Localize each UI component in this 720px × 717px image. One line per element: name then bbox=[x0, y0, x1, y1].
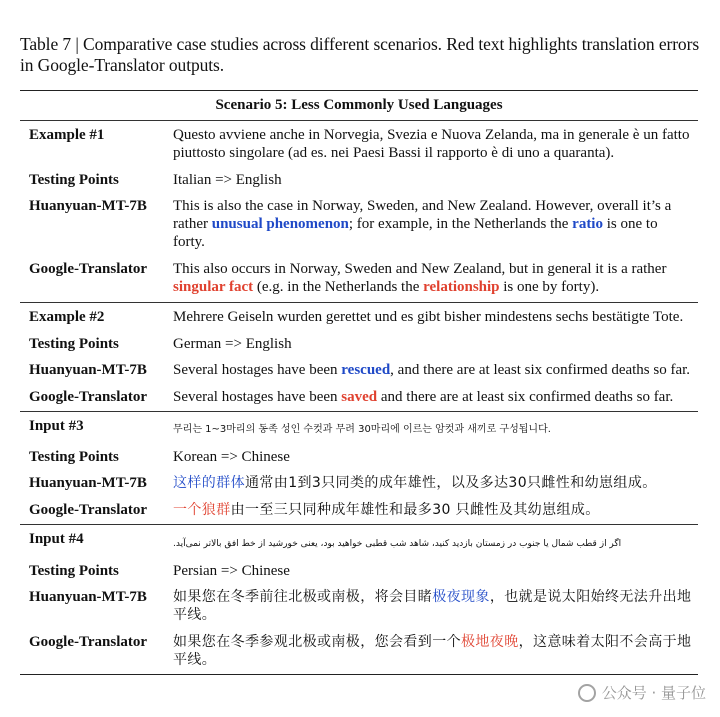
table-row bbox=[20, 303, 698, 326]
text-segment: Several hostages have been bbox=[173, 389, 342, 405]
text-segment: , and there are at least six confirmed deaths so far. bbox=[390, 362, 691, 378]
text-segment: This also occurs in Norway, Sweden and New Zealand, but in general it is a rather bbox=[173, 261, 667, 277]
row-label: Google-Translator bbox=[29, 634, 148, 650]
table-row bbox=[20, 379, 698, 411]
watermark-text: 公众号 · 量子位 bbox=[601, 684, 706, 702]
bottom-rule bbox=[20, 674, 698, 675]
table-row bbox=[20, 439, 698, 466]
text-segment: ，也就是说太阳始终无法升出地平线。 bbox=[173, 589, 692, 623]
testing-points: Persian => Chinese bbox=[173, 563, 290, 579]
row-label: Google-Translator bbox=[29, 261, 148, 277]
table-row bbox=[20, 580, 698, 624]
row-label: Huanyuan-MT-7B bbox=[29, 362, 147, 378]
row-label: Huanyuan-MT-7B bbox=[29, 198, 147, 214]
text-segment: 如果您在冬季前往北极或南极，将会目睹 bbox=[173, 589, 433, 605]
highlight-correct: ratio bbox=[572, 216, 603, 232]
table-row bbox=[20, 326, 698, 353]
hunyuan-output bbox=[173, 588, 698, 624]
text-segment: 由一至三只同种成年雄性和最多30 只雌性及其幼崽组成。 bbox=[230, 502, 600, 518]
google-output bbox=[173, 501, 698, 519]
text-segment: is one by forty). bbox=[499, 279, 600, 295]
text-segment: is one to forty. bbox=[173, 216, 658, 250]
table-row bbox=[20, 466, 698, 492]
table-caption: Table 7 | Comparative case studies across different scenarios. Red text highlights translation errors in Google-Translator outputs. bbox=[20, 34, 700, 75]
text-segment: ，这意味着太阳不会高于地平线。 bbox=[173, 634, 692, 668]
row-label: Testing Points bbox=[29, 172, 119, 188]
highlight-correct: 极夜现象 bbox=[432, 589, 490, 605]
table-row bbox=[20, 189, 698, 251]
google-output bbox=[173, 260, 698, 296]
google-output bbox=[173, 388, 698, 406]
table-row bbox=[20, 251, 698, 302]
source-text: اگر از قطب شمال یا جنوب در زمستان بازدید کنید، شاهد شب قطبی خواهید بود، یعنی خورشید از خط افق بالاتر نمی‌آید. bbox=[173, 539, 622, 549]
text-segment: Several hostages have been bbox=[173, 362, 342, 378]
watermark bbox=[578, 682, 706, 703]
comparison-table bbox=[20, 90, 698, 675]
source-text: 무리는 1~3마리의 동족 성인 수컷과 무려 30마리에 이르는 암컷과 새끼로 구성됩니다. bbox=[173, 424, 551, 435]
highlight-error: saved bbox=[341, 389, 378, 405]
row-label: Testing Points bbox=[29, 563, 119, 579]
highlight-error: relationship bbox=[423, 279, 500, 295]
wechat-logo-icon bbox=[578, 684, 596, 702]
example-block-4 bbox=[20, 525, 698, 674]
row-label: Huanyuan-MT-7B bbox=[29, 475, 147, 491]
example-block-2 bbox=[20, 303, 698, 411]
hunyuan-output bbox=[173, 361, 698, 379]
row-label: Testing Points bbox=[29, 336, 119, 352]
table-row bbox=[20, 412, 698, 439]
testing-points: Korean => Chinese bbox=[173, 449, 290, 465]
example-block-3 bbox=[20, 412, 698, 524]
text-segment: 如果您在冬季参观北极或南极，您会看到一个 bbox=[173, 634, 461, 650]
scenario-header: Scenario 5: Less Commonly Used Languages bbox=[215, 97, 503, 113]
row-label: Example #1 bbox=[29, 127, 105, 143]
row-label: Google-Translator bbox=[29, 389, 148, 405]
table-row bbox=[20, 525, 698, 553]
text-segment: (e.g. in the Netherlands the bbox=[253, 279, 424, 295]
table-row bbox=[20, 353, 698, 379]
highlight-error: singular fact bbox=[173, 279, 254, 295]
highlight-correct: rescued bbox=[341, 362, 391, 378]
source-text: Mehrere Geiseln wurden gerettet und es gibt bisher mindestens sechs bestätigte Tote. bbox=[173, 309, 684, 325]
table-row bbox=[20, 553, 698, 580]
row-label: Testing Points bbox=[29, 449, 119, 465]
text-segment: 通常由1到3只同类的成年雄性，以及多达30只雌性和幼崽组成。 bbox=[245, 475, 657, 491]
highlight-correct: unusual phenomenon bbox=[211, 216, 349, 232]
highlight-correct: 这样的群体 bbox=[173, 475, 245, 491]
google-output bbox=[173, 633, 698, 669]
text-segment: and there are at least six confirmed deaths so far. bbox=[377, 389, 674, 405]
source-text: Questo avviene anche in Norvegia, Svezia e Nuova Zelanda, ma in generale è un fatto piuttosto singolare (ad es. nei Paesi Bassi il rapporto è di uno a quaranta). bbox=[173, 127, 690, 161]
hunyuan-output bbox=[173, 474, 698, 492]
table-row bbox=[20, 121, 698, 162]
highlight-error: 极地夜晚 bbox=[461, 634, 519, 650]
table-row bbox=[20, 624, 698, 674]
row-label: Google-Translator bbox=[29, 502, 148, 518]
row-label: Input #3 bbox=[29, 418, 84, 434]
highlight-error: 一个狼群 bbox=[173, 502, 231, 518]
row-label: Input #4 bbox=[29, 531, 84, 547]
table-row bbox=[20, 162, 698, 189]
example-block-1 bbox=[20, 121, 698, 302]
testing-points: Italian => English bbox=[173, 172, 282, 188]
table-row bbox=[20, 492, 698, 524]
text-segment: This is also the case in Norway, Sweden, and New Zealand. However, overall it’s a rather bbox=[173, 198, 672, 232]
testing-points: German => English bbox=[173, 336, 292, 352]
row-label: Huanyuan-MT-7B bbox=[29, 589, 147, 605]
hunyuan-output bbox=[173, 197, 698, 251]
text-segment: ; for example, in the Netherlands the bbox=[348, 216, 573, 232]
row-label: Example #2 bbox=[29, 309, 105, 325]
